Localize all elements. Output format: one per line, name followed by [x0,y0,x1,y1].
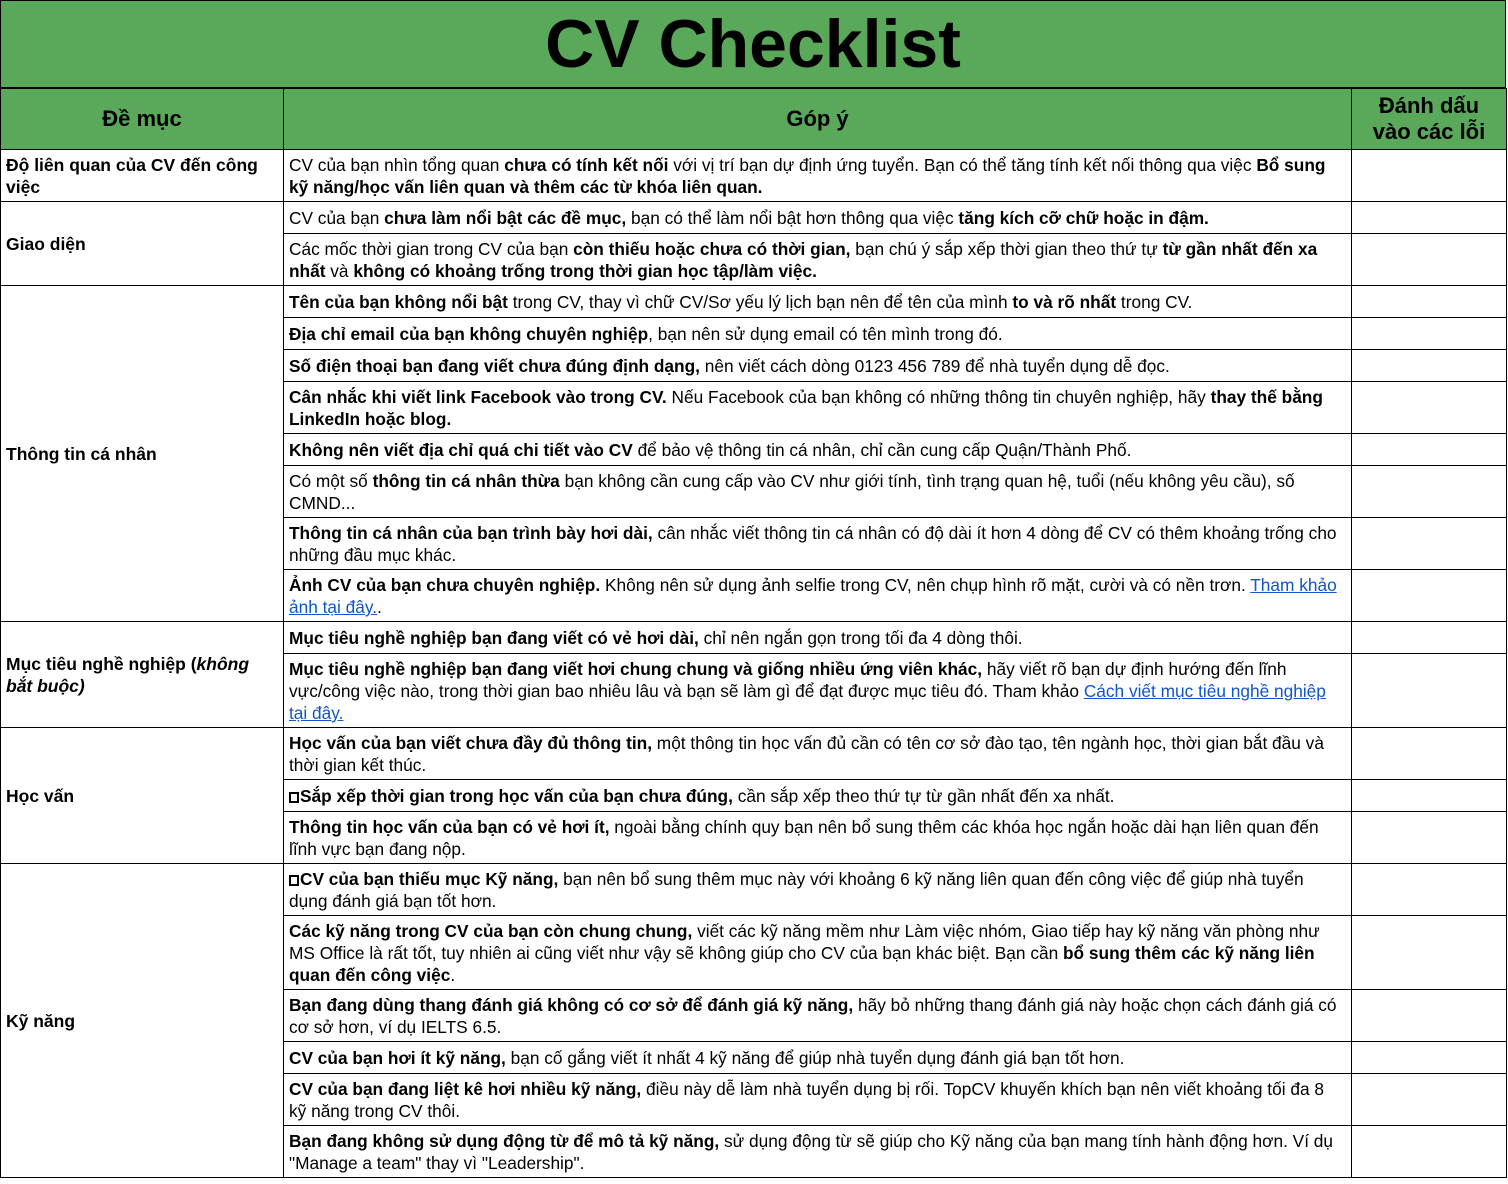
mark-cell[interactable] [1352,812,1507,864]
mark-cell[interactable] [1352,728,1507,780]
mark-cell[interactable] [1352,570,1507,622]
checklist-table [0,88,1507,1178]
mark-cell[interactable] [1352,434,1507,466]
feedback-cell: Địa chỉ email của bạn không chuyên nghiệp, bạn nên sử dụng email có tên mình trong đó. [284,318,1352,350]
category-skills: Kỹ năng [1,864,284,1178]
reference-link[interactable]: Tham khảo ảnh tại đây. [289,575,1337,617]
category-personal-info: Thông tin cá nhân [1,286,284,622]
feedback-cell: Sắp xếp thời gian trong học vấn của bạn chưa đúng, cần sắp xếp theo thứ tự từ gần nhất đến xa nhất. [284,780,1352,812]
checkbox-glyph-icon [289,875,299,886]
mark-cell[interactable] [1352,382,1507,434]
page-title: CV Checklist [545,6,961,82]
mark-cell[interactable] [1352,234,1507,286]
mark-cell[interactable] [1352,318,1507,350]
table-row [1,728,1507,780]
feedback-cell: Thông tin cá nhân của bạn trình bày hơi dài, cân nhắc viết thông tin cá nhân có độ dài ít hơn 4 dòng để CV có thêm khoảng trống cho những đầu mục khác. [284,518,1352,570]
header-feedback: Góp ý [284,89,1352,150]
category-relevance: Độ liên quan của CV đến công việc [1,150,284,202]
table-row [1,286,1507,318]
mark-cell[interactable] [1352,202,1507,234]
mark-cell[interactable] [1352,150,1507,202]
mark-cell[interactable] [1352,622,1507,654]
checkbox-glyph-icon [289,792,299,803]
table-row [1,864,1507,916]
mark-cell[interactable] [1352,1126,1507,1178]
mark-cell[interactable] [1352,286,1507,318]
table-row [1,622,1507,654]
feedback-cell: Học vấn của bạn viết chưa đầy đủ thông tin, một thông tin học vấn đủ cần có tên cơ sở đào tạo, tên ngành học, thời gian bắt đầu và thời gian kết thúc. [284,728,1352,780]
feedback-cell: CV của bạn hơi ít kỹ năng, bạn cố gắng viết ít nhất 4 kỹ năng để giúp nhà tuyển dụng đánh giá bạn tốt hơn. [284,1042,1352,1074]
category-career-objective: Mục tiêu nghề nghiệp (không bắt buộc) [1,622,284,728]
feedback-cell: Mục tiêu nghề nghiệp bạn đang viết hơi chung chung và giống nhiều ứng viên khác, hãy viết rõ bạn dự định hướng đến lĩnh vực/công việc nào, trong thời gian bao nhiêu lâu và bạn sẽ làm gì để đạt được mục tiêu đó. Tham khảo Cách viết mục tiêu nghề nghiệp tại đây. [284,654,1352,728]
reference-link[interactable]: Cách viết mục tiêu nghề nghiệp tại đây. [289,681,1326,723]
feedback-cell: Các kỹ năng trong CV của bạn còn chung chung, viết các kỹ năng mềm như Làm việc nhóm, Giao tiếp hay kỹ năng văn phòng như MS Office là rất tốt, tuy nhiên ai cũng viết như vậy sẽ không giúp cho CV của bạn khác biệt. Bạn cần bổ sung thêm các kỹ năng liên quan đến công việc. [284,916,1352,990]
feedback-cell: CV của bạn nhìn tổng quan chưa có tính kết nối với vị trí bạn dự định ứng tuyển. Bạn có thể tăng tính kết nối thông qua việc Bổ sung kỹ năng/học vấn liên quan và thêm các từ khóa liên quan. [284,150,1352,202]
feedback-cell: Bạn đang dùng thang đánh giá không có cơ sở để đánh giá kỹ năng, hãy bỏ những thang đánh giá này hoặc chọn cách đánh giá có cơ sở hơn, ví dụ IELTS 6.5. [284,990,1352,1042]
mark-cell[interactable] [1352,916,1507,990]
header-mark: Đánh dấu vào các lỗi [1352,89,1507,150]
feedback-cell: Tên của bạn không nổi bật trong CV, thay vì chữ CV/Sơ yếu lý lịch bạn nên để tên của mình to và rõ nhất trong CV. [284,286,1352,318]
category-interface: Giao diện [1,202,284,286]
feedback-cell: Số điện thoại bạn đang viết chưa đúng định dạng, nên viết cách dòng 0123 456 789 để nhà tuyển dụng dễ đọc. [284,350,1352,382]
mark-cell[interactable] [1352,654,1507,728]
feedback-cell: CV của bạn thiếu mục Kỹ năng, bạn nên bổ sung thêm mục này với khoảng 6 kỹ năng liên quan đến công việc để giúp nhà tuyển dụng đánh giá bạn tốt hơn. [284,864,1352,916]
feedback-cell: Ảnh CV của bạn chưa chuyên nghiệp. Không nên sử dụng ảnh selfie trong CV, nên chụp hình rõ mặt, cười và có nền trơn. Tham khảo ảnh tại đây.. [284,570,1352,622]
feedback-cell: Cân nhắc khi viết link Facebook vào trong CV. Nếu Facebook của bạn không có những thông tin chuyên nghiệp, hãy thay thế bằng LinkedIn hoặc blog. [284,382,1352,434]
mark-cell[interactable] [1352,466,1507,518]
mark-cell[interactable] [1352,990,1507,1042]
mark-cell[interactable] [1352,1074,1507,1126]
mark-cell[interactable] [1352,780,1507,812]
mark-cell[interactable] [1352,1042,1507,1074]
feedback-cell: Không nên viết địa chỉ quá chi tiết vào CV để bảo vệ thông tin cá nhân, chỉ cần cung cấp Quận/Thành Phố. [284,434,1352,466]
feedback-cell: Mục tiêu nghề nghiệp bạn đang viết có vẻ hơi dài, chỉ nên ngắn gọn trong tối đa 4 dòng thôi. [284,622,1352,654]
feedback-cell: Bạn đang không sử dụng động từ để mô tả kỹ năng, sử dụng động từ sẽ giúp cho Kỹ năng của bạn mang tính hành động hơn. Ví dụ "Manage a team" thay vì "Leadership". [284,1126,1352,1178]
header-row [1,89,1507,150]
category-education: Học vấn [1,728,284,864]
feedback-cell: Có một số thông tin cá nhân thừa bạn không cần cung cấp vào CV như giới tính, tình trạng quan hệ, tuổi (nếu không yêu cầu), số CMND... [284,466,1352,518]
table-row [1,150,1507,202]
header-category: Đề mục [1,89,284,150]
checklist-body [1,150,1507,1178]
feedback-cell: Các mốc thời gian trong CV của bạn còn thiếu hoặc chưa có thời gian, bạn chú ý sắp xếp thời gian theo thứ tự từ gần nhất đến xa nhất và không có khoảng trống trong thời gian học tập/làm việc. [284,234,1352,286]
mark-cell[interactable] [1352,518,1507,570]
mark-cell[interactable] [1352,864,1507,916]
feedback-cell: Thông tin học vấn của bạn có vẻ hơi ít, ngoài bằng chính quy bạn nên bổ sung thêm các khóa học ngắn hoặc dài hạn liên quan đến lĩnh vực bạn đang nộp. [284,812,1352,864]
mark-cell[interactable] [1352,350,1507,382]
title-bar [0,0,1506,88]
feedback-cell: CV của bạn chưa làm nổi bật các đề mục, bạn có thể làm nổi bật hơn thông qua việc tăng kích cỡ chữ hoặc in đậm. [284,202,1352,234]
feedback-cell: CV của bạn đang liệt kê hơi nhiều kỹ năng, điều này dễ làm nhà tuyển dụng bị rối. TopCV khuyến khích bạn nên viết khoảng tối đa 8 kỹ năng trong CV thôi. [284,1074,1352,1126]
table-row [1,202,1507,234]
